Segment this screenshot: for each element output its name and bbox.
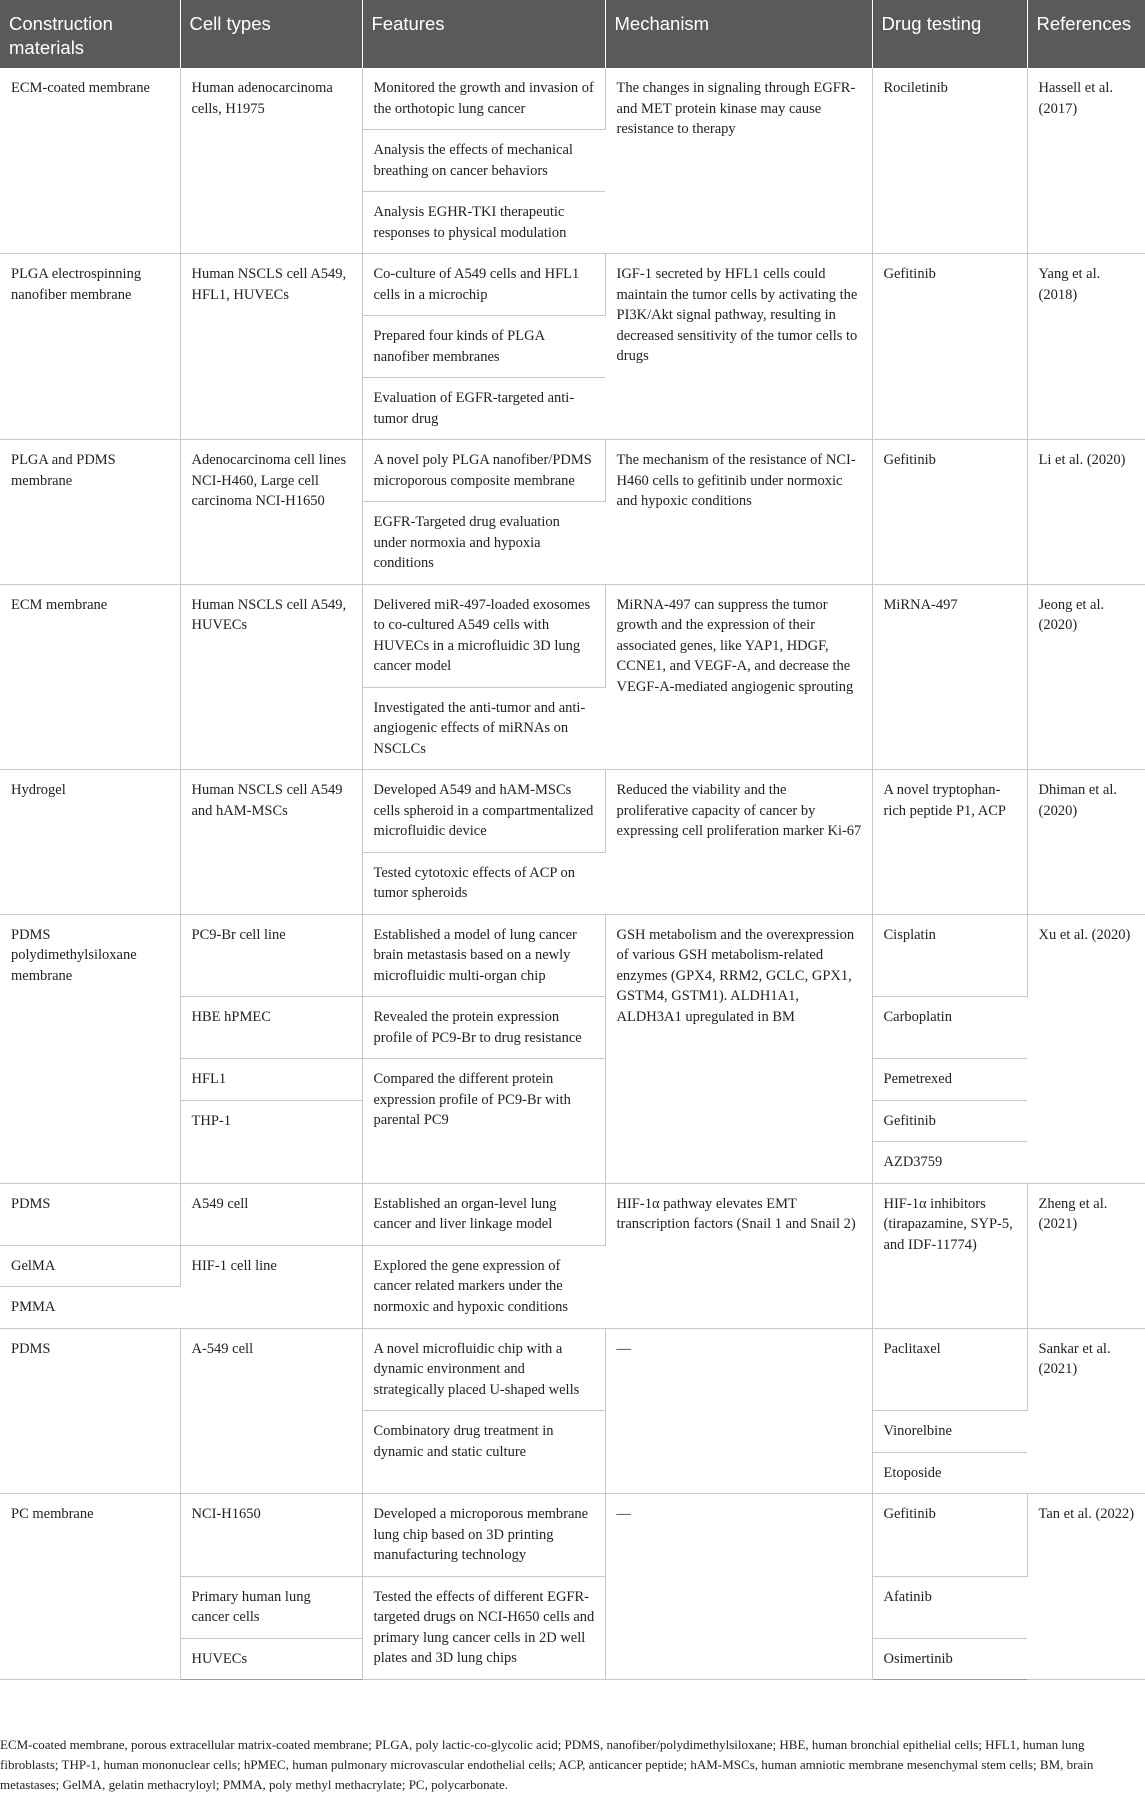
- drug-cell: Gefitinib: [872, 440, 1027, 585]
- material-cell: GelMA: [0, 1245, 180, 1287]
- column-header-drug-testing: Drug testing: [872, 0, 1027, 68]
- feature-cell: A novel microfluidic chip with a dynamic environment and strategically placed U-shaped wells: [362, 1328, 605, 1411]
- material-cell: PC membrane: [0, 1494, 180, 1680]
- column-header-features: Features: [362, 0, 605, 68]
- feature-cell: Established an organ-level lung cancer and liver linkage model: [362, 1183, 605, 1245]
- cell-types-cell: Primary human lung cancer cells: [180, 1576, 362, 1638]
- table-row: [0, 584, 1145, 687]
- drug-cell: Rociletinib: [872, 68, 1027, 254]
- cell-types-cell: HFL1: [180, 1059, 362, 1101]
- table-row: [0, 1183, 1145, 1245]
- cell-types-cell: NCI-H1650: [180, 1494, 362, 1577]
- material-cell: ECM membrane: [0, 584, 180, 770]
- feature-cell: EGFR-Targeted drug evaluation under normoxia and hypoxia conditions: [362, 502, 605, 585]
- mechanism-cell: HIF-1α pathway elevates EMT transcription factors (Snail 1 and Snail 2): [605, 1183, 872, 1328]
- mechanism-cell: The changes in signaling through EGFR- and MET protein kinase may cause resistance to therapy: [605, 68, 872, 254]
- drug-cell: Vinorelbine: [872, 1411, 1027, 1453]
- cell-types-cell: Human NSCLS cell A549, HUVECs: [180, 584, 362, 770]
- cell-types-cell: A-549 cell: [180, 1328, 362, 1494]
- cell-types-cell: HUVECs: [180, 1638, 362, 1680]
- feature-cell: Developed a microporous membrane lung chip based on 3D printing manufacturing technology: [362, 1494, 605, 1577]
- cell-types-cell: Human NSCLS cell A549 and hAM-MSCs: [180, 770, 362, 915]
- feature-cell: Analysis the effects of mechanical breathing on cancer behaviors: [362, 130, 605, 192]
- reference-cell: Yang et al. (2018): [1027, 254, 1145, 440]
- mechanism-cell: —: [605, 1328, 872, 1494]
- feature-cell: Combinatory drug treatment in dynamic and static culture: [362, 1411, 605, 1494]
- drug-cell: Paclitaxel: [872, 1328, 1027, 1411]
- reference-cell: Zheng et al. (2021): [1027, 1183, 1145, 1328]
- drug-cell: Pemetrexed: [872, 1059, 1027, 1101]
- reference-cell: Sankar et al. (2021): [1027, 1328, 1145, 1494]
- cell-types-cell: THP-1: [180, 1100, 362, 1183]
- material-cell: PDMS: [0, 1328, 180, 1494]
- mechanism-cell: The mechanism of the resistance of NCI-H460 cells to gefitinib under normoxic and hypoxic conditions: [605, 440, 872, 585]
- feature-cell: Developed A549 and hAM-MSCs cells spheroid in a compartmentalized microfluidic device: [362, 770, 605, 853]
- material-cell: Hydrogel: [0, 770, 180, 915]
- table-row: [0, 1328, 1145, 1411]
- mechanism-cell: IGF-1 secreted by HFL1 cells could maintain the tumor cells by activating the PI3K/Akt signal pathway, resulting in decreased sensitivity of the tumor cells to drugs: [605, 254, 872, 440]
- cell-types-cell: Human adenocarcinoma cells, H1975: [180, 68, 362, 254]
- column-header-construction-materials: Construction materials: [0, 0, 180, 68]
- feature-cell: Co-culture of A549 cells and HFL1 cells in a microchip: [362, 254, 605, 316]
- reference-cell: Xu et al. (2020): [1027, 914, 1145, 1183]
- feature-cell: Explored the gene expression of cancer related markers under the normoxic and hypoxic conditions: [362, 1245, 605, 1328]
- feature-cell: Revealed the protein expression profile of PC9-Br to drug resistance: [362, 997, 605, 1059]
- table-row: [0, 254, 1145, 316]
- drug-cell: Osimertinib: [872, 1638, 1027, 1680]
- mechanism-cell: MiRNA-497 can suppress the tumor growth and the expression of their associated genes, like YAP1, HDGF, CCNE1, and VEGF-A, and decrease the VEGF-A-mediated angiogenic sprouting: [605, 584, 872, 770]
- material-cell: PMMA: [0, 1287, 180, 1329]
- feature-cell: A novel poly PLGA nanofiber/PDMS microporous composite membrane: [362, 440, 605, 502]
- feature-cell: Prepared four kinds of PLGA nanofiber membranes: [362, 316, 605, 378]
- material-cell: PLGA electrospinning nanofiber membrane: [0, 254, 180, 440]
- drug-cell: A novel tryptophan-rich peptide P1, ACP: [872, 770, 1027, 915]
- table-row: [0, 1494, 1145, 1577]
- cell-types-cell: HIF-1 cell line: [180, 1245, 362, 1328]
- cell-types-cell: A549 cell: [180, 1183, 362, 1245]
- cell-types-cell: Human NSCLS cell A549, HFL1, HUVECs: [180, 254, 362, 440]
- drug-cell: Gefitinib: [872, 1100, 1027, 1142]
- mechanism-cell: GSH metabolism and the overexpression of various GSH metabolism-related enzymes (GPX4, RRM2, GCLC, GPX1, GSTM4, GSTM1). ALDH1A1, ALDH3A1 upregulated in BM: [605, 914, 872, 1183]
- table-row: [0, 68, 1145, 130]
- feature-cell: Monitored the growth and invasion of the orthotopic lung cancer: [362, 68, 605, 130]
- table-row: [0, 914, 1145, 997]
- reference-cell: Hassell et al. (2017): [1027, 68, 1145, 254]
- reference-cell: Tan et al. (2022): [1027, 1494, 1145, 1680]
- feature-cell: Analysis EGHR-TKI therapeutic responses to physical modulation: [362, 192, 605, 254]
- drug-cell: Etoposide: [872, 1452, 1027, 1494]
- reference-cell: Jeong et al. (2020): [1027, 584, 1145, 770]
- drug-cell: Gefitinib: [872, 254, 1027, 440]
- cell-types-cell: PC9-Br cell line: [180, 914, 362, 997]
- header-row: [0, 0, 1145, 68]
- material-cell: PDMS polydimethylsiloxane membrane: [0, 914, 180, 1183]
- drug-cell: Cisplatin: [872, 914, 1027, 997]
- material-cell: ECM-coated membrane: [0, 68, 180, 254]
- material-cell: PLGA and PDMS membrane: [0, 440, 180, 585]
- drug-cell: HIF-1α inhibitors (tirapazamine, SYP-5, and IDF-11774): [872, 1183, 1027, 1328]
- table-row: [0, 440, 1145, 502]
- reference-cell: Li et al. (2020): [1027, 440, 1145, 585]
- feature-cell: Tested the effects of different EGFR-targeted drugs on NCI-H650 cells and primary lung cancer cells in 2D well plates and 3D lung chips: [362, 1576, 605, 1680]
- cell-types-cell: HBE hPMEC: [180, 997, 362, 1059]
- column-header-references: References: [1027, 0, 1145, 68]
- drug-cell: AZD3759: [872, 1142, 1027, 1184]
- feature-cell: Compared the different protein expression profile of PC9-Br with parental PC9: [362, 1059, 605, 1184]
- feature-cell: Established a model of lung cancer brain metastasis based on a newly microfluidic multi-organ chip: [362, 914, 605, 997]
- table-row: [0, 770, 1145, 853]
- feature-cell: Investigated the anti-tumor and anti-angiogenic effects of miRNAs on NSCLCs: [362, 687, 605, 770]
- feature-cell: Evaluation of EGFR-targeted anti-tumor drug: [362, 378, 605, 440]
- column-header-mechanism: Mechanism: [605, 0, 872, 68]
- feature-cell: Tested cytotoxic effects of ACP on tumor spheroids: [362, 852, 605, 914]
- drug-cell: Gefitinib: [872, 1494, 1027, 1577]
- material-cell: PDMS: [0, 1183, 180, 1245]
- drug-cell: Afatinib: [872, 1576, 1027, 1638]
- feature-cell: Delivered miR-497-loaded exosomes to co-cultured A549 cells with HUVECs in a microfluidic 3D lung cancer model: [362, 584, 605, 687]
- mechanism-cell: Reduced the viability and the proliferative capacity of cancer by expressing cell proliferation marker Ki-67: [605, 770, 872, 915]
- cell-types-cell: Adenocarcinoma cell lines NCI-H460, Large cell carcinoma NCI-H1650: [180, 440, 362, 585]
- drug-cell: MiRNA-497: [872, 584, 1027, 770]
- drug-cell: Carboplatin: [872, 997, 1027, 1059]
- table-footnote: ECM-coated membrane, porous extracellular matrix-coated membrane; PLGA, poly lactic-co-glycolic acid; PDMS, nanofiber/polydimethylsiloxane; HBE, human bronchial epithelial cells; HFL1, human lung fibroblasts; THP-1, human mononuclear cells; hPMEC, human pulmonary microvascular endothelial cells; ACP, anticancer peptide; hAM-MSCs, human amniotic membrane mesenchymal stem cells; BM, brain metastases; GelMA, gelatin methacryloyl; PMMA, poly methyl methacrylate; PC, polycarbonate.: [0, 1737, 1094, 1792]
- column-header-cell-types: Cell types: [180, 0, 362, 68]
- reference-cell: Dhiman et al. (2020): [1027, 770, 1145, 915]
- mechanism-cell: —: [605, 1494, 872, 1680]
